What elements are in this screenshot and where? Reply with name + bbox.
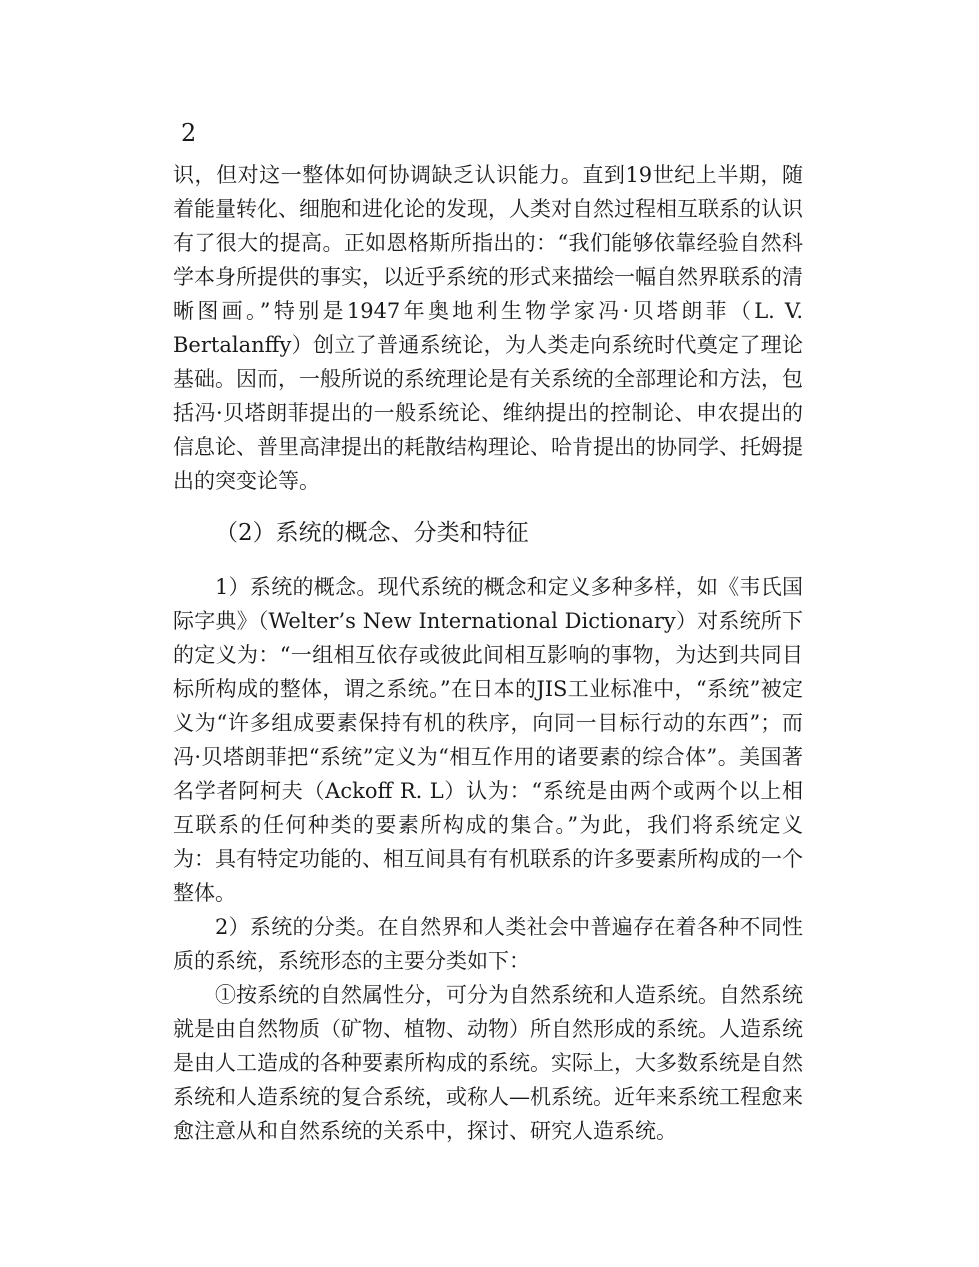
section-heading: （2）系统的概念、分类和特征	[215, 520, 529, 546]
paragraph-intro: 识，但对这一整体如何协调缺乏认识能力。直到19世纪上半期，随着能量转化、细胞和进化论的发现，人类对自然过程相互联系的认识有了很大的提高。正如恩格斯所指出的：“我们能够依靠经验自然科学本身所提供的事实，以近乎系统的形式来描绘一幅自然界联系的清晰图画。”特别是1947年奥地利生物学家冯·贝塔朗菲（L. V. Bertalanffy）创立了普通系统论，为人类走向系统时代奠定了理论基础。因而，一般所说的系统理论是有关系统的全部理论和方法，包括冯·贝塔朗菲提出的一般系统论、维纳提出的控制论、申农提出的信息论、普里高津提出的耗散结构理论、哈肯提出的协同学、托姆提出的突变论等。	[173, 163, 803, 493]
document-page	[173, 118, 803, 1148]
paragraph-system-classification: 2）系统的分类。在自然界和人类社会中普遍存在着各种不同性质的系统，系统形态的主要分类如下：	[173, 915, 803, 973]
page-number: 2	[181, 119, 197, 147]
paragraph-natural-attribute: ①按系统的自然属性分，可分为自然系统和人造系统。自然系统就是由自然物质（矿物、植物、动物）所自然形成的系统。人造系统是由人工造成的各种要素所构成的系统。实际上，大多数系统是自然系统和人造系统的复合系统，或称人—机系统。近年来系统工程愈来愈注意从和自然系统的关系中，探讨、研究人造系统。	[173, 983, 803, 1143]
paragraph-system-concept: 1）系统的概念。现代系统的概念和定义多种多样，如《韦氏国际字典》（Welter’s New International Dictionary）对系统所下的定义为：“一组相互依存或彼此间相互影响的事物，为达到共同目标所构成的整体，谓之系统。”在日本的JIS工业标准中，“系统”被定义为“许多组成要素保持有机的秩序，向同一目标行动的东西”；而冯·贝塔朗菲把“系统”定义为“相互作用的诸要素的综合体”。美国著名学者阿柯夫（Ackoff R. L）认为：“系统是由两个或两个以上相互联系的任何种类的要素所构成的集合。”为此，我们将系统定义为：具有特定功能的、相互间具有有机联系的许多要素所构成的一个整体。	[173, 575, 803, 905]
